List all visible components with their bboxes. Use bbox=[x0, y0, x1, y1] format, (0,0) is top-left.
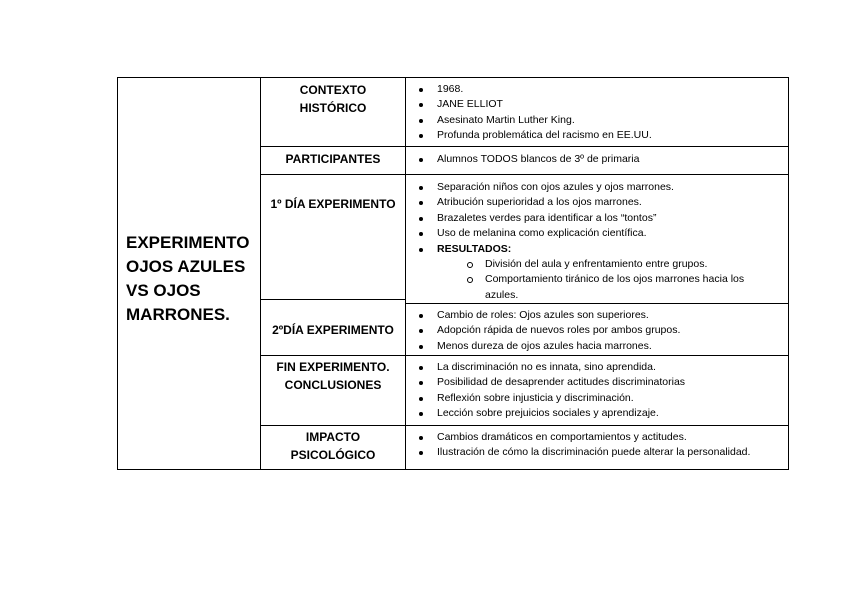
list-item: Menos dureza de ojos azules hacia marrones. bbox=[406, 339, 789, 354]
row-content-conclusiones bbox=[406, 360, 789, 422]
row-label-text: PARTICIPANTES bbox=[285, 152, 381, 166]
row-label-conclusiones bbox=[261, 355, 406, 425]
row-label-text: IMPACTO PSICOLÓGICO bbox=[290, 430, 376, 462]
list-item: Lección sobre prejuicios sociales y aprendizaje. bbox=[406, 406, 789, 421]
list-item: Atribución superioridad a los ojos marrones. bbox=[406, 195, 789, 210]
row-label-dia1 bbox=[261, 174, 406, 299]
row-content-impacto bbox=[406, 430, 789, 461]
row-content-dia2 bbox=[406, 308, 789, 354]
list-item: Ilustración de cómo la discriminación puede alterar la personalidad. bbox=[406, 445, 789, 460]
row-label-text: 1º DÍA EXPERIMENTO bbox=[270, 197, 396, 211]
row-content-contexto bbox=[406, 82, 789, 144]
row-content-dia1 bbox=[406, 180, 789, 303]
row-label-text: 2ºDÍA EXPERIMENTO bbox=[272, 323, 394, 337]
sub-list-item: División del aula y enfrentamiento entre grupos. bbox=[437, 257, 789, 272]
list-item bbox=[406, 242, 789, 304]
list-item: Alumnos TODOS blancos de 3º de primaria bbox=[406, 152, 789, 167]
summary-table bbox=[117, 77, 789, 470]
list-item: Brazaletes verdes para identificar a los “tontos” bbox=[406, 211, 789, 226]
main-title: EXPERIMENTO OJOS AZULES VS OJOS MARRONES. bbox=[126, 233, 250, 324]
list-item: Uso de melanina como explicación científica. bbox=[406, 226, 789, 241]
list-item: Cambios dramáticos en comportamientos y actitudes. bbox=[406, 430, 789, 445]
list-item: Reflexión sobre injusticia y discriminación. bbox=[406, 391, 789, 406]
main-title-cell bbox=[118, 78, 261, 469]
list-item: La discriminación no es innata, sino aprendida. bbox=[406, 360, 789, 375]
list-item: Cambio de roles: Ojos azules son superiores. bbox=[406, 308, 789, 323]
list-item: 1968. bbox=[406, 82, 789, 97]
row-content-participantes bbox=[406, 152, 789, 167]
list-item: Profunda problemática del racismo en EE.UU. bbox=[406, 128, 789, 143]
list-item: Adopción rápida de nuevos roles por ambos grupos. bbox=[406, 323, 789, 338]
list-item: Asesinato Martin Luther King. bbox=[406, 113, 789, 128]
row-label-dia2 bbox=[261, 299, 406, 355]
list-item: JANE ELLIOT bbox=[406, 97, 789, 112]
row-label-impacto bbox=[261, 425, 406, 469]
row-label-participantes bbox=[261, 146, 406, 174]
sub-list bbox=[437, 257, 789, 303]
row-label-text: CONTEXTO HISTÓRICO bbox=[299, 83, 367, 115]
results-heading: RESULTADOS: bbox=[437, 242, 512, 255]
row-label-text: FIN EXPERIMENTO. CONCLUSIONES bbox=[276, 360, 390, 392]
row-label-contexto bbox=[261, 78, 406, 146]
list-item: Separación niños con ojos azules y ojos marrones. bbox=[406, 180, 789, 195]
sub-list-item: Comportamiento tiránico de los ojos marrones hacia los azules. bbox=[437, 272, 765, 303]
list-item: Posibilidad de desaprender actitudes discriminatorias bbox=[406, 375, 789, 390]
